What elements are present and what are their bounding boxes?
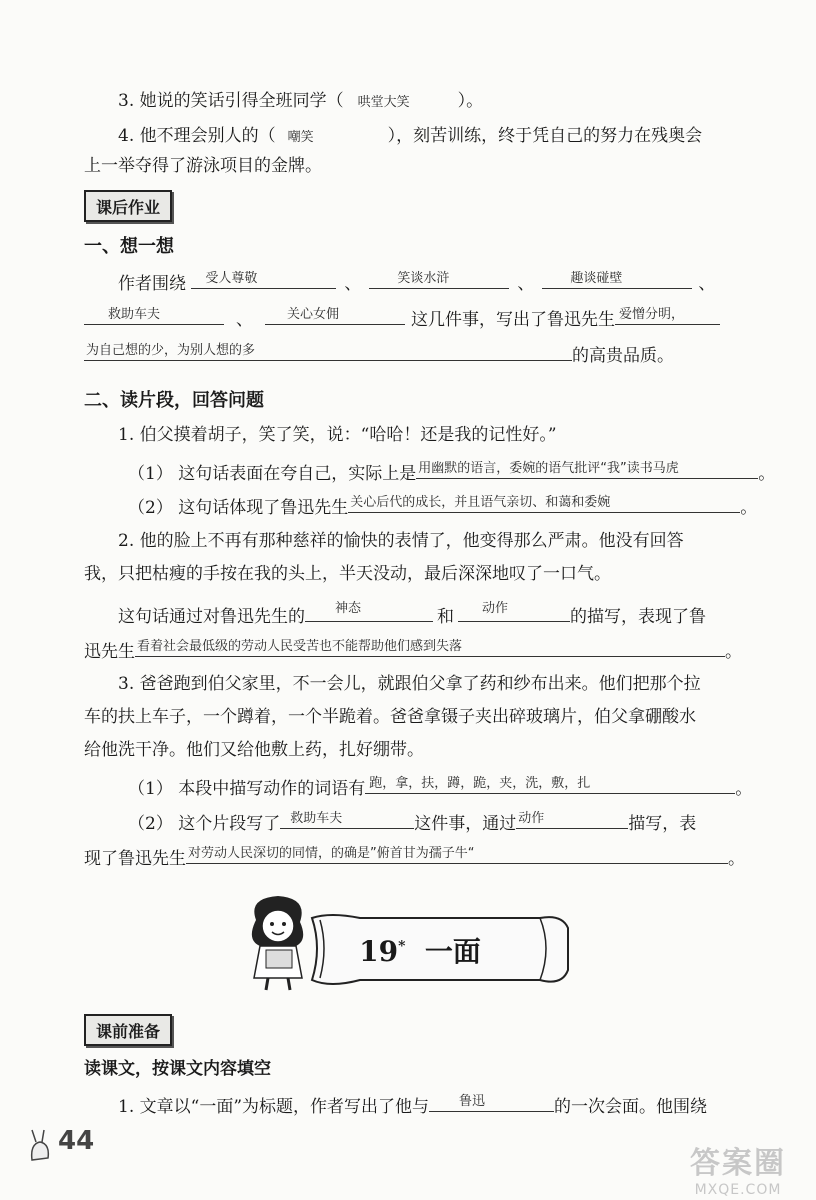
heading-think: 一、想一想 <box>84 236 174 257</box>
blank-p1q2: 关心后代的成长，并且语气亲切、和蔼和委婉 <box>348 494 740 513</box>
question-3: 3. 她说的笑话引得全班同学（ 哄堂大笑 ）。 <box>118 91 484 111</box>
think-line-2: 救助车夫 、 关心女佣 这几件事，写出了鲁迅先生 爱憎分明， <box>84 306 720 329</box>
blank-p2-a3: 看着社会最低级的劳动人民受苦也不能帮助他们感到失落 <box>135 638 725 657</box>
blank-think-3: 趣谈碰壁 <box>542 270 692 289</box>
passage-2-q: 这句话通过对鲁迅先生的 神态 和 动作 的描写，表现了鲁 <box>118 601 706 627</box>
blank-think-2: 笑谈水浒 <box>369 270 509 289</box>
blank-think-6: 爱憎分明， <box>615 306 720 325</box>
answer-q3: 哄堂大笑 <box>357 95 410 110</box>
passage-3-line2: 车的扶上车子，一个蹲着，一个半跪着。爸爸拿镊子夹出碎玻璃片，伯父拿硼酸水 <box>84 707 696 727</box>
snail-icon <box>28 1124 52 1164</box>
blank-fill-1: 鲁迅 <box>429 1093 554 1112</box>
heading-read: 二、读片段，回答问题 <box>84 390 264 411</box>
blank-p3q2-a1: 救助车夫 <box>280 810 414 829</box>
question-4-line2: 上一举夺得了游泳项目的金牌。 <box>84 156 322 176</box>
heading-fill: 读课文，按课文内容填空 <box>84 1059 271 1079</box>
think-line-3: 为自己想的少，为别人想的多 的高贵品质。 <box>86 343 674 366</box>
passage-1-q2: （2） 这句话体现了鲁迅先生 关心后代的成长，并且语气亲切、和蔼和委婉 。 <box>128 495 758 518</box>
question-4: 4. 他不理会别人的（ 嘲笑 ），刻苦训练，终于凭自己的努力在残奥会 <box>118 126 703 146</box>
lesson-title: 19* 一面 <box>359 935 481 968</box>
blank-p2-a1: 神态 <box>305 603 433 622</box>
passage-1-q1: （1） 这句话表面在夸自己，实际上是 用幽默的语言，委婉的语气批评“我”读书马虎 。 <box>128 461 776 484</box>
watermark: 答案圈 MXQE.COM <box>690 1146 786 1198</box>
passage-3-line1: 3. 爸爸跑到伯父家里，不一会儿，就跟伯父拿了药和纱布出来。他们把那个拉 <box>118 674 701 694</box>
passage-2-line2: 我，只把枯瘦的手按在我的头上，半天没动，最后深深地叹了一口气。 <box>84 564 611 584</box>
fill-question-1: 1. 文章以“一面”为标题，作者写出了他与 鲁迅 的一次会面。他围绕 <box>118 1094 708 1117</box>
blank-think-5: 关心女佣 <box>265 306 405 325</box>
passage-2-line1: 2. 他的脸上不再有那种慈祥的愉快的表情了，他变得那么严肃。他没有回答 <box>118 531 684 551</box>
passage-1: 1. 伯父摸着胡子，笑了笑，说：“哈哈！还是我的记性好。” <box>118 425 557 445</box>
passage-3-line3: 给他洗干净。他们又给他敷上药，扎好绷带。 <box>84 740 424 760</box>
passage-3-q1: （1） 本段中描写动作的词语有 跑，拿，扶，蹲，跪，夹，洗，敷，扎 。 <box>128 776 753 799</box>
blank-p1q1: 用幽默的语言，委婉的语气批评“我”读书马虎 <box>416 460 758 479</box>
blank-p3q1: 跑，拿，扶，蹲，跪，夹，洗，敷，扎 <box>365 775 735 794</box>
blank-p3q2-a2: 动作 <box>516 810 628 829</box>
section-tag-preview: 课前准备 <box>84 1014 172 1046</box>
passage-3-q2: （2） 这个片段写了 救助车夫 这件事，通过 动作 描写，表 <box>128 811 697 834</box>
blank-think-4: 救助车夫 <box>84 306 224 325</box>
section-tag-homework: 课后作业 <box>84 190 172 222</box>
answer-q4: 嘲笑 <box>287 130 314 145</box>
blank-p3q2-a3: 对劳动人民深切的同情，的确是”俯首甘为孺子牛“ <box>186 845 728 864</box>
blank-think-7: 为自己想的少，为别人想的多 <box>84 342 572 361</box>
think-line-1: 作者围绕 受人尊敬 、 笑谈水浒 、 趣谈碰壁 、 <box>118 271 716 294</box>
blank-think-1: 受人尊敬 <box>191 270 336 289</box>
passage-3-q2-line2: 现了鲁迅先生 对劳动人民深切的同情，的确是”俯首甘为孺子牛“ 。 <box>84 846 745 869</box>
page-number: 44 <box>58 1126 95 1156</box>
blank-p2-a2: 动作 <box>458 603 570 622</box>
passage-2-q-line2: 迅先生 看着社会最低级的劳动人民受苦也不能帮助他们感到失落 。 <box>84 639 742 662</box>
